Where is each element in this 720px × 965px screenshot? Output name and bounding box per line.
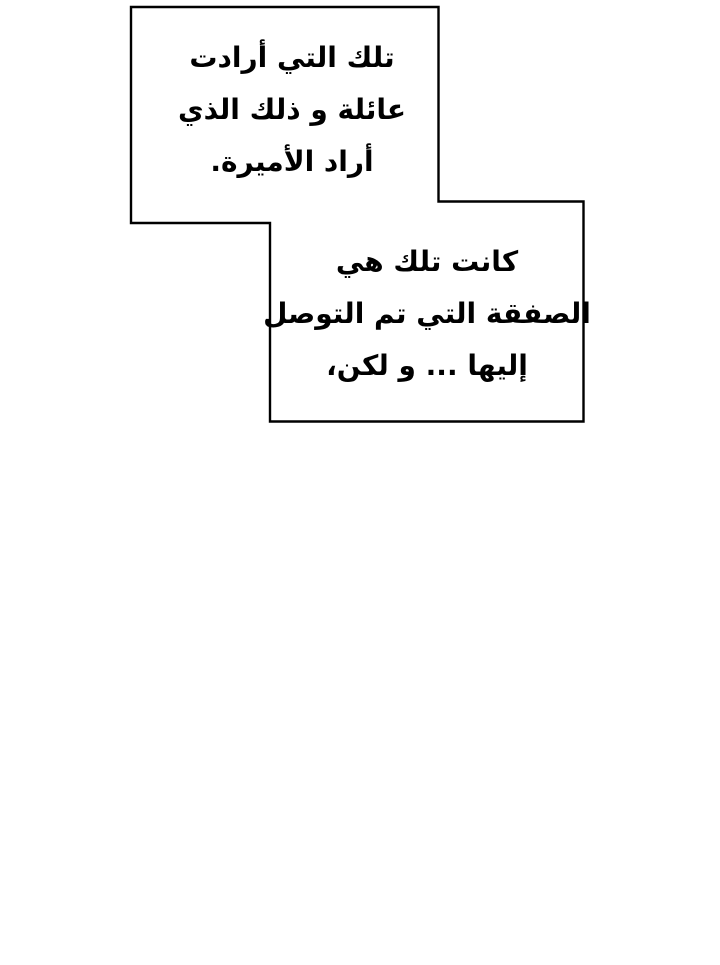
speech-bubble-1-line-1: تلك التي أرادت bbox=[189, 41, 395, 74]
speech-bubble-1 bbox=[131, 7, 439, 223]
speech-bubble-1-line-3: أراد الأميرة. bbox=[210, 145, 374, 178]
speech-bubble-2 bbox=[263, 202, 591, 421]
speech-bubble-2-line-2: الصفقة التي تم التوصل bbox=[263, 296, 591, 330]
speech-bubble-2-line-1: كانت تلك هي bbox=[335, 244, 519, 278]
speech-bubble-2-line-3: إليها ... و لكن، bbox=[326, 348, 528, 382]
speech-bubble-1-line-2: عائلة و ذلك الذي bbox=[177, 93, 407, 126]
